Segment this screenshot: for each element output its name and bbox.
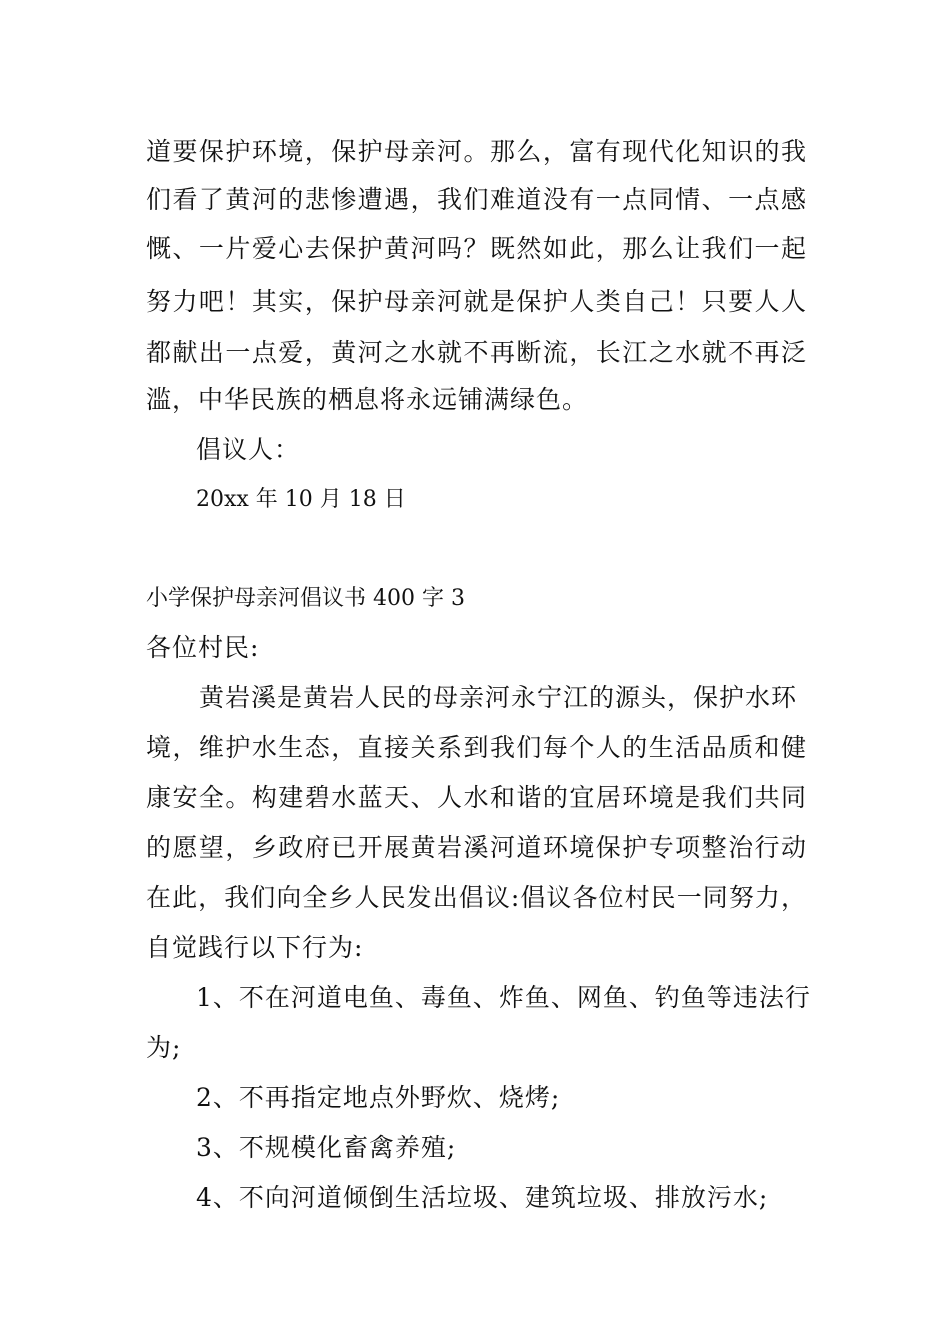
- list-item: 2、不再指定地点外野炊、烧烤;: [196, 1083, 561, 1112]
- proposer-label: 倡议人：: [196, 435, 301, 464]
- paragraph-line: 滥，中华民族的栖息将永远铺满绿色。: [146, 385, 589, 414]
- list-item-continuation: 为;: [146, 1033, 182, 1062]
- paragraph-line: 黄岩溪是黄岩人民的母亲河永宁江的源头，保护水环: [199, 683, 798, 712]
- list-item: 1、不在河道电鱼、毒鱼、炸鱼、网鱼、钓鱼等违法行: [196, 983, 811, 1012]
- paragraph-line: 康安全。构建碧水蓝天、人水和谐的宜居环境是我们共同: [146, 783, 806, 812]
- date-line: 20xx 年 10 月 18 日: [196, 487, 406, 512]
- paragraph-line: 的愿望，乡政府已开展黄岩溪河道环境保护专项整治行动: [146, 833, 806, 862]
- paragraph-line: 境，维护水生态，直接关系到我们每个人的生活品质和健: [146, 733, 806, 762]
- paragraph-line: 慨、一片爱心去保护黄河吗？既然如此，那么让我们一起: [146, 234, 806, 263]
- section-title: 小学保护母亲河倡议书 400 字 3: [146, 586, 465, 611]
- paragraph-line: 在此，我们向全乡人民发出倡议:倡议各位村民一同努力，: [146, 883, 806, 912]
- list-item: 4、不向河道倾倒生活垃圾、建筑垃圾、排放污水;: [196, 1183, 769, 1212]
- paragraph-line: 努力吧！其实，保护母亲河就是保护人类自己！只要人人: [146, 287, 806, 316]
- paragraph-line: 自觉践行以下行为:: [146, 933, 364, 962]
- paragraph-line: 们看了黄河的悲惨遭遇，我们难道没有一点同情、一点感: [146, 185, 806, 214]
- paragraph-line: 道要保护环境，保护母亲河。那么，富有现代化知识的我: [146, 137, 806, 166]
- salutation: 各位村民:: [146, 633, 260, 662]
- list-item: 3、不规模化畜禽养殖;: [196, 1133, 457, 1162]
- paragraph-line: 都献出一点爱，黄河之水就不再断流，长江之水就不再泛: [146, 338, 806, 367]
